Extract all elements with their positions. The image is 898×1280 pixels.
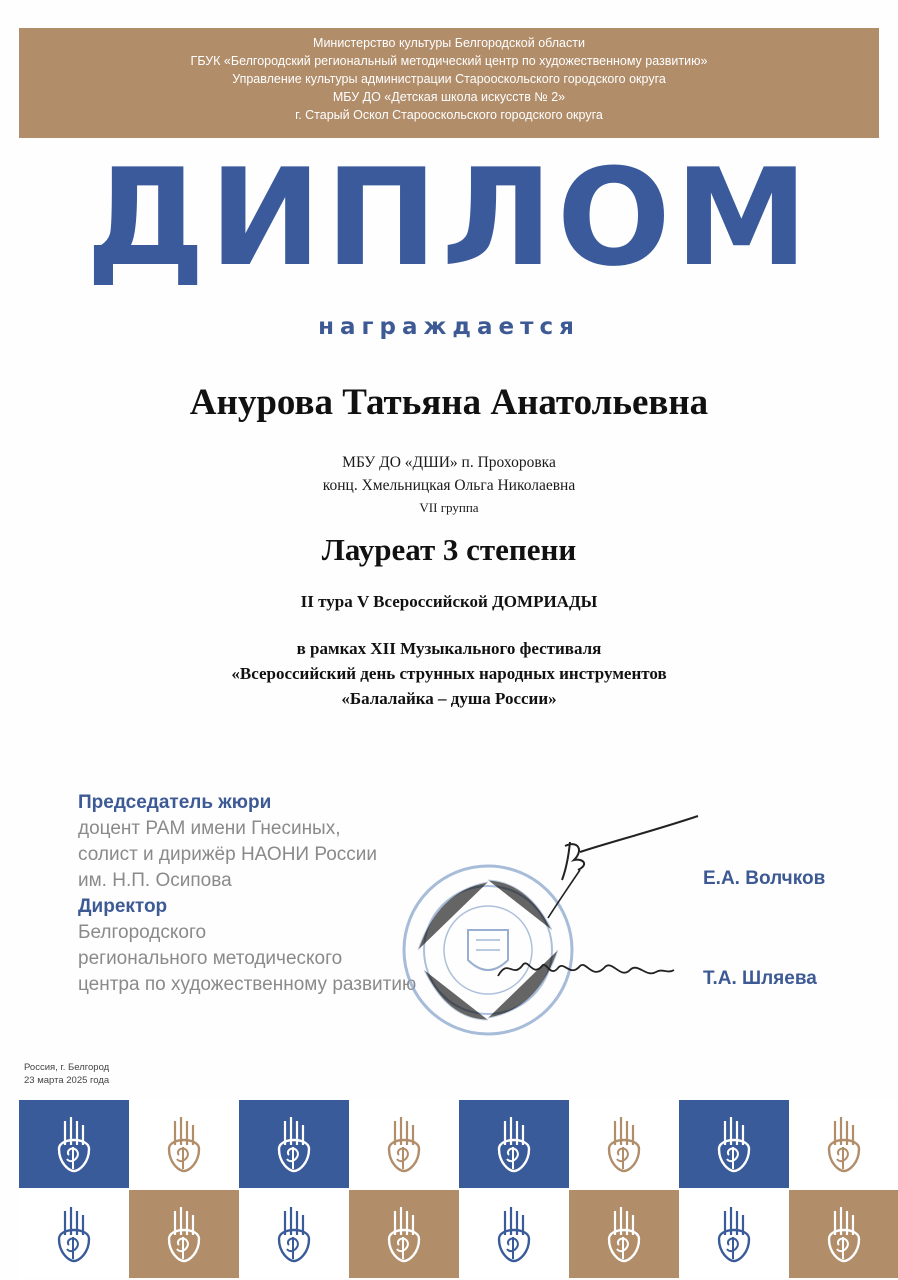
music-logo-icon <box>271 1115 317 1173</box>
logo-tile <box>679 1100 789 1188</box>
director-line: центра по художественному развитию <box>78 974 417 995</box>
director-line: Белгородского <box>78 922 207 943</box>
logo-tile <box>789 1100 898 1188</box>
festival-line-2: «Всероссийский день струнных народных инструментов <box>231 664 667 683</box>
festival-line-1: в рамках XII Музыкального фестиваля <box>296 639 602 658</box>
logo-tile <box>239 1190 349 1278</box>
logo-tile <box>239 1100 349 1188</box>
festival-line-3: «Балалайка – душа России» <box>341 689 557 708</box>
music-logo-icon <box>491 1205 537 1263</box>
logo-tile <box>569 1100 679 1188</box>
tour-line: II тура V Всероссийской ДОМРИАДЫ <box>300 592 598 611</box>
header-band <box>19 28 879 138</box>
jury-signature <box>520 812 710 922</box>
music-logo-icon <box>381 1205 427 1263</box>
director-line: регионального методического <box>78 948 343 969</box>
logo-tile <box>349 1100 459 1188</box>
header-line-school: МБУ ДО «Детская школа искусств № 2» <box>332 90 566 104</box>
jury-heading: Председатель жюри <box>78 792 272 813</box>
logo-tile <box>679 1190 789 1278</box>
music-logo-icon <box>711 1115 757 1173</box>
music-logo-icon <box>821 1205 867 1263</box>
jury-line: доцент РАМ имени Гнесиных, <box>78 818 341 839</box>
header-line-city: г. Старый Оскол Старооскольского городского округа <box>295 108 603 122</box>
logo-tile <box>129 1190 239 1278</box>
jury-line: солист и дирижёр НАОНИ России <box>78 844 377 865</box>
awarded-label: награждается <box>318 314 580 340</box>
logo-tile <box>789 1190 898 1278</box>
place-date <box>24 1061 109 1087</box>
jury-line: им. Н.П. Осипова <box>78 870 232 891</box>
jury-chair-name: Е.А. Волчков <box>703 868 826 889</box>
logo-tile <box>129 1100 239 1188</box>
director-signature <box>488 948 678 988</box>
logo-tile <box>19 1190 129 1278</box>
music-logo-icon <box>161 1115 207 1173</box>
music-logo-icon <box>821 1115 867 1173</box>
music-logo-icon <box>711 1205 757 1263</box>
director-name: Т.А. Шляева <box>703 968 817 989</box>
header-line-culture-department: Управление культуры администрации Старооскольского городского округа <box>232 72 666 86</box>
logo-tile <box>459 1190 569 1278</box>
music-logo-icon <box>51 1205 97 1263</box>
detail-school: МБУ ДО «ДШИ» п. Прохоровка <box>342 454 556 471</box>
music-logo-icon <box>271 1205 317 1263</box>
logo-tile <box>19 1100 129 1188</box>
music-logo-icon <box>161 1205 207 1263</box>
date: 23 марта 2025 года <box>24 1075 110 1086</box>
music-logo-icon <box>51 1115 97 1173</box>
director-heading: Директор <box>78 896 168 917</box>
award-title: Лауреат 3 степени <box>321 532 577 567</box>
detail-group: VII группа <box>419 500 479 515</box>
jury-block <box>78 790 416 998</box>
detail-accompanist: конц. Хмельницкая Ольга Николаевна <box>322 477 576 494</box>
header-line-center: ГБУК «Белгородский региональный методический центр по художественному развитию» <box>190 54 708 68</box>
music-logo-icon <box>491 1115 537 1173</box>
place: Россия, г. Белгород <box>24 1062 110 1073</box>
recipient-name: Анурова Татьяна Анатольевна <box>189 382 709 423</box>
music-logo-icon <box>381 1115 427 1173</box>
music-logo-icon <box>601 1115 647 1173</box>
logo-tile <box>459 1100 569 1188</box>
logo-tile <box>569 1190 679 1278</box>
header-line-ministry: Министерство культуры Белгородской области <box>313 36 585 50</box>
logo-tile <box>349 1190 459 1278</box>
diploma-title: ДИПЛОМ <box>85 140 813 296</box>
music-logo-icon <box>601 1205 647 1263</box>
